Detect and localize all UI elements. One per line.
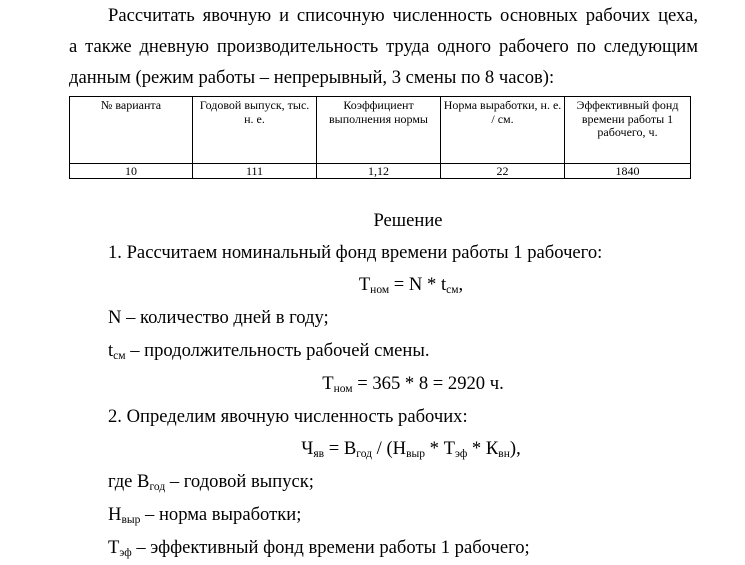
header-variant: № варианта (70, 97, 193, 164)
table-row (70, 164, 691, 179)
cell-norm-coefficient: 1,12 (317, 164, 441, 179)
header-norm-coefficient: Коэффициент выполнения нормы (317, 97, 441, 164)
formula-nominal-fund: $Т_{ном} = N * t_{см}$, (358, 274, 464, 296)
output-norm-definition: $Н_{выр}$ – норма выработки; (108, 504, 302, 526)
formula-nominal-calc: $Т_{ном} = 365 * 8 = 2920$ ч. (322, 373, 504, 395)
n-definition: N – количество дней в году; (108, 307, 329, 328)
header-annual-output: Годовой выпуск, тыс. н. е. (193, 97, 317, 164)
step-1-text: 1. Рассчитаем номинальный фонд времени работы 1 рабочего: (108, 242, 603, 263)
intro-line-3: данным (режим работы – непрерывный, 3 смены по 8 часов): (69, 67, 555, 88)
table-header-row (70, 97, 691, 164)
cell-variant: 10 (70, 164, 193, 179)
variant-table (69, 96, 691, 179)
formula-attendance: $Ч_{яв} = В_{год} / (Н_{выр} * Т_{эф} * К_{вн})$, (301, 438, 521, 460)
cell-effective-time-fund: 1840 (565, 164, 691, 179)
intro-line-2: а также дневную производительность труда одного рабочего по следующим (69, 36, 698, 57)
cell-annual-output: 111 (193, 164, 317, 179)
annual-output-definition: где $В_{год}$ – годовой выпуск; (108, 471, 314, 493)
solution-heading: Решение (373, 210, 443, 231)
step-2-text: 2. Определим явочную численность рабочих: (108, 406, 468, 427)
header-effective-time-fund: Эффективный фонд времени работы 1 рабочего, ч. (565, 97, 691, 164)
header-output-norm: Норма выработки, н. е. / см. (441, 97, 565, 164)
effective-fund-definition: $Т_{эф}$ – эффективный фонд времени работы 1 рабочего; (108, 537, 530, 559)
intro-line-1: Рассчитать явочную и списочную численность основных рабочих цеха, (108, 5, 698, 26)
cell-output-norm: 22 (441, 164, 565, 179)
tsm-definition: $t_{см}$ – продолжительность рабочей смены. (108, 340, 430, 362)
